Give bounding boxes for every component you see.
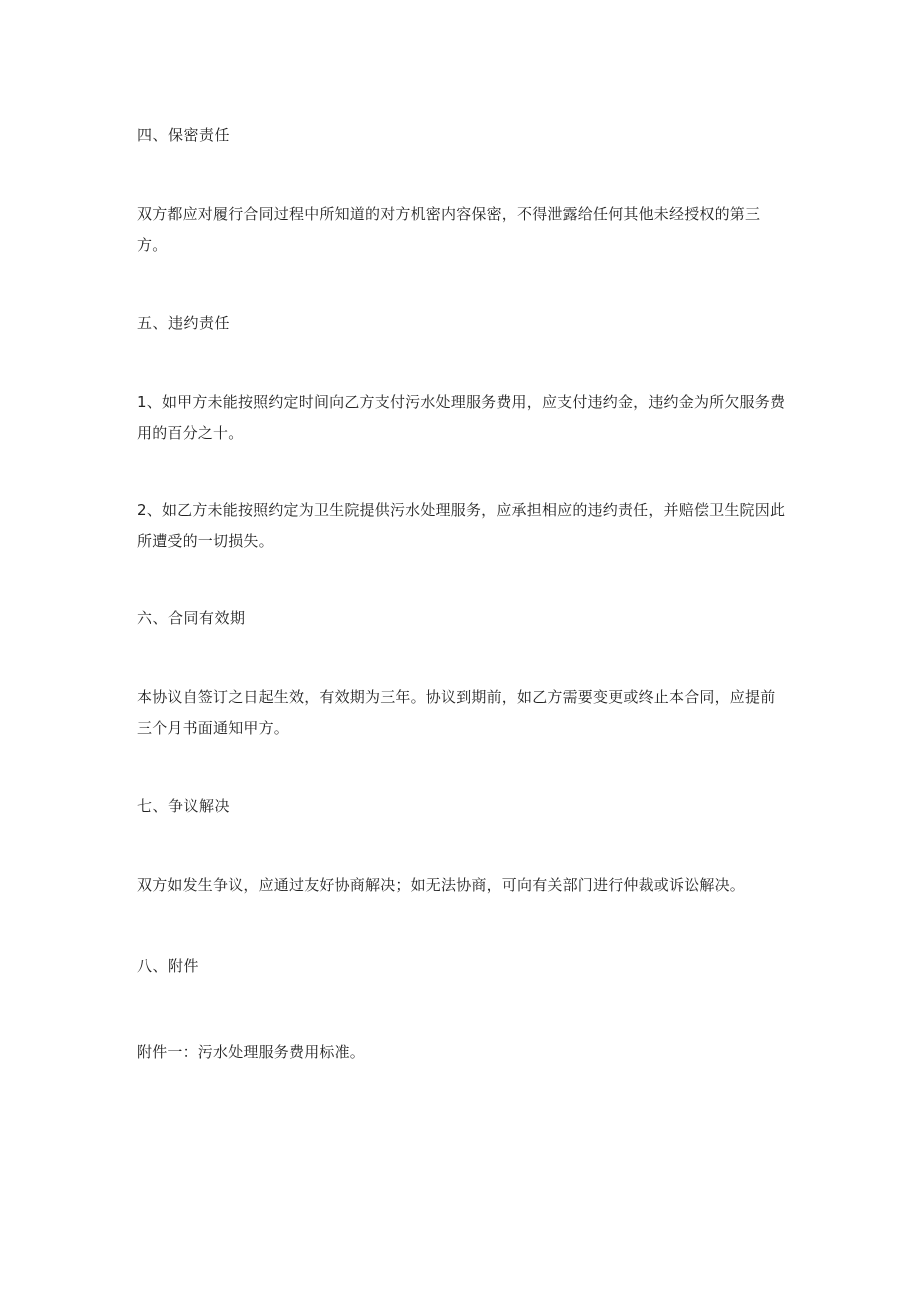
section-heading-dispute: 七、争议解决 [137, 797, 231, 815]
paragraph-attachment: 附件一：污水处理服务费用标准。 [137, 1043, 366, 1061]
paragraph-dispute: 双方如发生争议，应通过友好协商解决；如无法协商，可向有关部门进行仲裁或诉讼解决。 [137, 876, 746, 894]
paragraph-confidentiality: 双方都应对履行合同过程中所知道的对方机密内容保密，不得泄露给任何其他未经授权的第三方。 [137, 205, 761, 254]
section-heading-attachment: 八、附件 [137, 957, 200, 975]
section-heading-validity: 六、合同有效期 [137, 609, 246, 627]
paragraph-breach-2: 2、如乙方未能按照约定为卫生院提供污水处理服务，应承担相应的违约责任，并赔偿卫生院因此所遭受的一切损失。 [137, 501, 786, 550]
section-heading-confidentiality: 四、保密责任 [137, 126, 231, 144]
section-heading-breach: 五、违约责任 [137, 314, 231, 332]
paragraph-breach-1: 1、如甲方未能按照约定时间向乙方支付污水处理服务费用，应支付违约金，违约金为所欠服务费用的百分之十。 [137, 393, 786, 442]
paragraph-validity: 本协议自签订之日起生效，有效期为三年。协议到期前，如乙方需要变更或终止本合同，应提前三个月书面通知甲方。 [137, 688, 776, 737]
